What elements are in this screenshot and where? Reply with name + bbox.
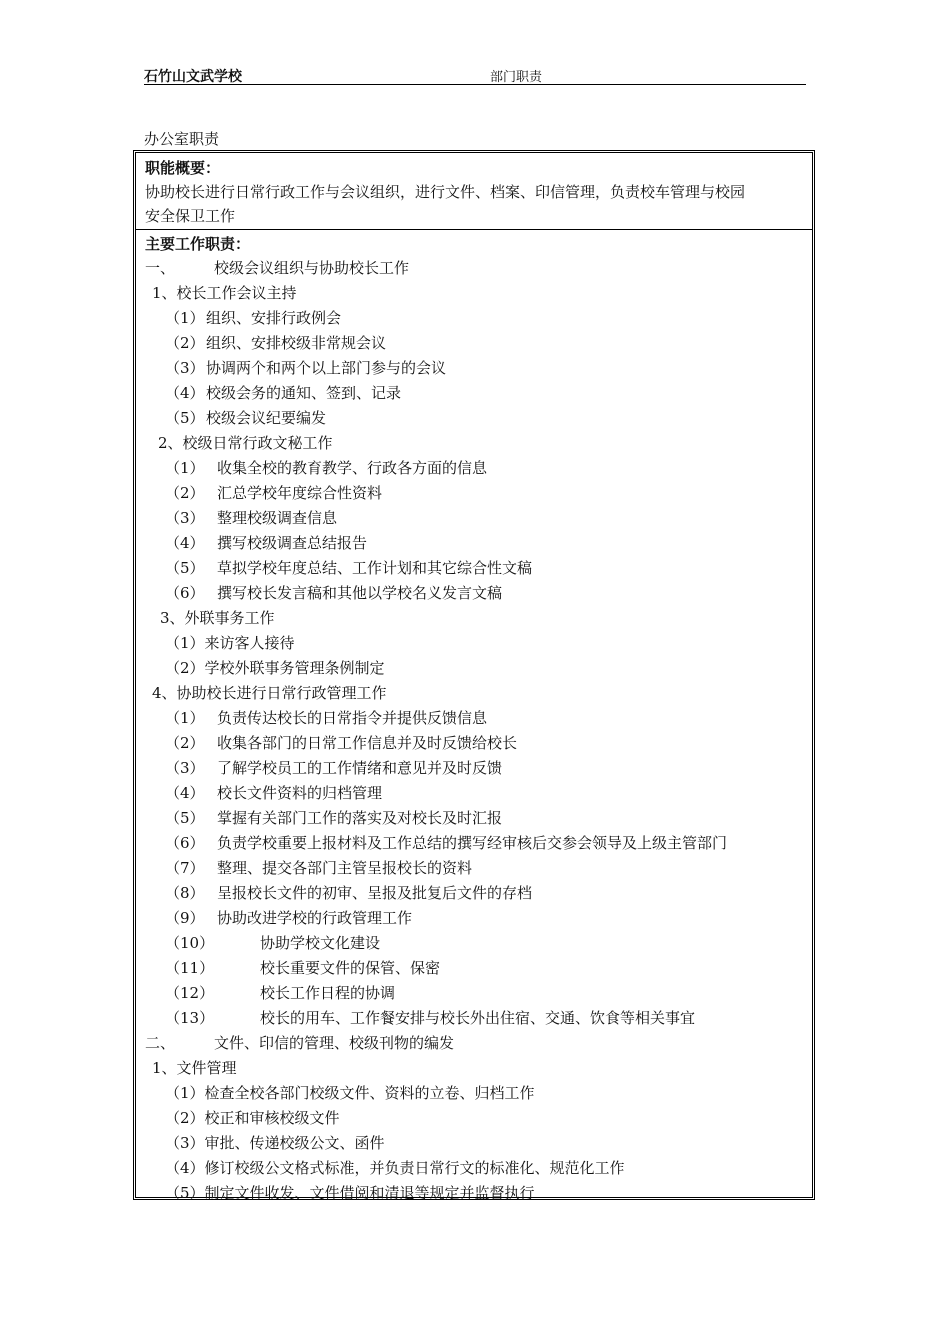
list-item: 3、外联事务工作: [160, 609, 275, 627]
overview-row: [136, 153, 812, 230]
list-item: （1）检查全校各部门校级文件、资料的立卷、归档工作: [165, 1084, 535, 1102]
section-title: 办公室职责: [144, 130, 220, 148]
list-item: （3）审批、传递校级公文、函件: [165, 1134, 385, 1152]
list-item: 2、校级日常行政文秘工作: [158, 434, 333, 452]
list-item: 1、校长工作会议主持: [152, 284, 297, 302]
duties-heading: 主要工作职责：: [145, 235, 251, 253]
overview-text-line2: 安全保卫工作: [145, 207, 236, 225]
overview-text-line1: 协助校长进行日常行政工作与会议组织，进行文件、档案、印信管理，负责校车管理与校园: [145, 183, 746, 201]
overview-heading: 职能概要：: [145, 159, 221, 177]
page-header: [144, 64, 806, 85]
list-item: （5）制定文件收发、文件借阅和清退等规定并监督执行: [165, 1184, 535, 1202]
list-item: （2）学校外联事务管理条例制定: [165, 659, 385, 677]
header-dept-title: 部门职责: [490, 70, 543, 85]
school-name: 石竹山文武学校: [144, 69, 242, 85]
duties-table: 职能概要： 协助校长进行日常行政工作与会议组织，进行文件、档案、印信管理，负责校车管理与校园 安全保卫工作 主要工作职责： 一、 校级会议组织与协助校长工作 1、校长工作会议主持 （1） 组织、安排行政例会 （2） 组织、安排校级非常规会议 （3） 协调两个和两个以上部门参与的会议 （4） 校级会务的通知、签到、记录 （5） 校级会议纪要编发 2、校级日常行政文秘工作 （1） 收集全校的教育教学、行政各方面的信息 （2） 汇总学校年度综合性资料 （3） 整理校级调查信息 （4） 撰写校级调查总结报告 （5） 草拟学校年度总结、工作计划和其它综合性文稿 （6） 撰写校长发言稿和其他以学校名义发言文稿 3、外联事务工作 （1）来访客人接待 （2）学校外联事务管理条例制定 4、协助校长进行日常行政管理工作 （1） 负责传达校长的日常指令并提供反馈信息 （2） 收集各部门的日常工作信息并及时反馈给校长 （3） 了解学校员工的工作情绪和意见并及时反馈 （4） 校长文件资料的归档管理 （5） 掌握有关部门工作的落实及对校长及时汇报 （6） 负责学校重要上报材料及工作总结的撰写经审核后交参会领导及上级主管部门 （7） 整理、提交各部门主管呈报校长的资料 （8） 呈报校长文件的初审、呈报及批复后文件的存档 （9） 协助改进学校的行政管理工作 （10） 协助学校文化建设 （11） 校长重要文件的保管、保密 （12） 校长工作日程的协调 （13） 校长的用车、工作餐安排与校长外出住宿、交通、饮食等相关事宜 二、 文件、印信的管理、校级刊物的编发 1、文件管理 （1）检查全校各部门校级文件、资料的立卷、归档工作 （2）校正和审核校级文件 （3）审批、传递校级公文、函件 （4）修订校级公文格式标准，并负责日常行文的标准化、规范化工作 （5）制定文件收发、文件借阅和清退等规定并监督执行: [133, 150, 815, 1200]
list-item: （2）校正和审核校级文件: [165, 1109, 340, 1127]
list-item: （1）来访客人接待: [165, 634, 295, 652]
list-item: （4）修订校级公文格式标准，并负责日常行文的标准化、规范化工作: [165, 1159, 625, 1177]
list-item: 4、协助校长进行日常行政管理工作: [152, 684, 387, 702]
list-item: 1、文件管理: [152, 1059, 237, 1077]
